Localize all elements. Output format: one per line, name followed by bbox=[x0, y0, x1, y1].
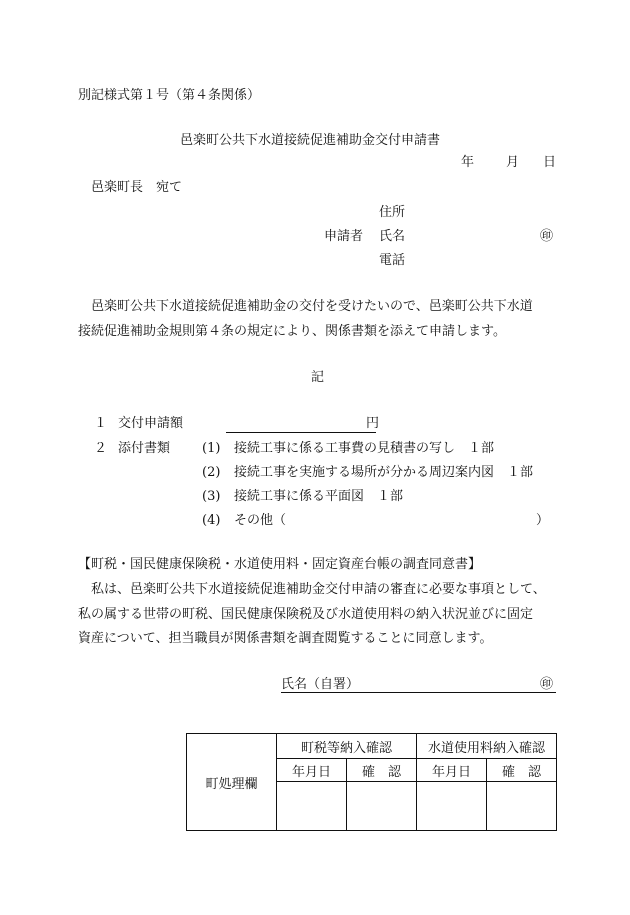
water-date-column-header: 年月日 bbox=[417, 759, 487, 782]
form-number: 別記様式第１号（第４条関係） bbox=[78, 88, 261, 103]
applicant-phone-label: 電話 bbox=[379, 253, 406, 268]
date-day-label: 日 bbox=[543, 155, 557, 170]
consent-title: 【町税・国民健康保険税・水道使用料・固定資産台帳の調査同意書】 bbox=[78, 557, 482, 572]
tax-date-cell bbox=[277, 782, 347, 831]
document-title: 邑楽町公共下水道接続促進補助金交付申請書 bbox=[180, 133, 441, 148]
signature-underline bbox=[281, 692, 556, 693]
water-confirm-column-header: 確 認 bbox=[487, 759, 557, 782]
seal-mark: ㊞ bbox=[540, 229, 554, 244]
tax-confirm-cell bbox=[347, 782, 417, 831]
applicant-role-label: 申請者 bbox=[324, 229, 364, 244]
tax-payment-check-header: 町税等納入確認 bbox=[277, 734, 417, 759]
attachment-1-number: (1) bbox=[202, 441, 221, 456]
body-text-line-2: 接続促進補助金規則第４条の規定により、関係書類を添えて申請します。 bbox=[78, 324, 506, 339]
signature-label: 氏名（自署） bbox=[281, 677, 360, 692]
date-year-label: 年 bbox=[461, 155, 475, 170]
body-text-line-1: 邑楽町公共下水道接続促進補助金の交付を受けたいので、邑楽町公共下水道 bbox=[91, 299, 533, 314]
attachment-4-number: (4) bbox=[202, 513, 221, 528]
consent-text-line-1: 私は、邑楽町公共下水道接続促進補助金交付申請の審査に必要な事項として、 bbox=[91, 582, 546, 597]
attachment-3-number: (3) bbox=[202, 489, 221, 504]
office-processing-label: 町処理欄 bbox=[187, 734, 277, 831]
applicant-address-label: 住所 bbox=[379, 205, 406, 220]
consent-text-line-3: 資産について、担当職員が関係書類を調査閲覧することに同意します。 bbox=[78, 631, 493, 646]
signature-seal-mark: ㊞ bbox=[540, 677, 554, 692]
attachment-2-number: (2) bbox=[202, 465, 221, 480]
amount-underline bbox=[226, 432, 376, 433]
office-processing-table bbox=[186, 733, 557, 831]
addressee: 邑楽町長 宛て bbox=[91, 180, 183, 195]
attachment-4-text: その他（ bbox=[234, 513, 287, 528]
item-1-number: １ bbox=[94, 416, 108, 431]
water-date-cell bbox=[417, 782, 487, 831]
water-fee-check-header: 水道使用料納入確認 bbox=[417, 734, 557, 759]
item-2-label: 添付書類 bbox=[118, 441, 171, 456]
attachment-3-text: 接続工事に係る平面図 １部 bbox=[234, 489, 404, 504]
consent-text-line-2: 私の属する世帯の町税、国民健康保険税及び水道使用料の納入状況並びに固定 bbox=[78, 607, 534, 622]
attachment-2-text: 接続工事を実施する場所が分かる周辺案内図 １部 bbox=[234, 465, 534, 480]
item-1-label: 交付申請額 bbox=[118, 416, 184, 431]
tax-date-column-header: 年月日 bbox=[277, 759, 347, 782]
attachment-4-close-paren: ） bbox=[536, 513, 550, 528]
water-confirm-cell bbox=[487, 782, 557, 831]
ki-heading: 記 bbox=[311, 370, 325, 385]
tax-confirm-column-header: 確 認 bbox=[347, 759, 417, 782]
item-2-number: ２ bbox=[94, 441, 108, 456]
amount-unit: 円 bbox=[366, 416, 380, 431]
applicant-name-label: 氏名 bbox=[379, 229, 406, 244]
date-month-label: 月 bbox=[506, 155, 520, 170]
attachment-1-text: 接続工事に係る工事費の見積書の写し １部 bbox=[234, 441, 495, 456]
